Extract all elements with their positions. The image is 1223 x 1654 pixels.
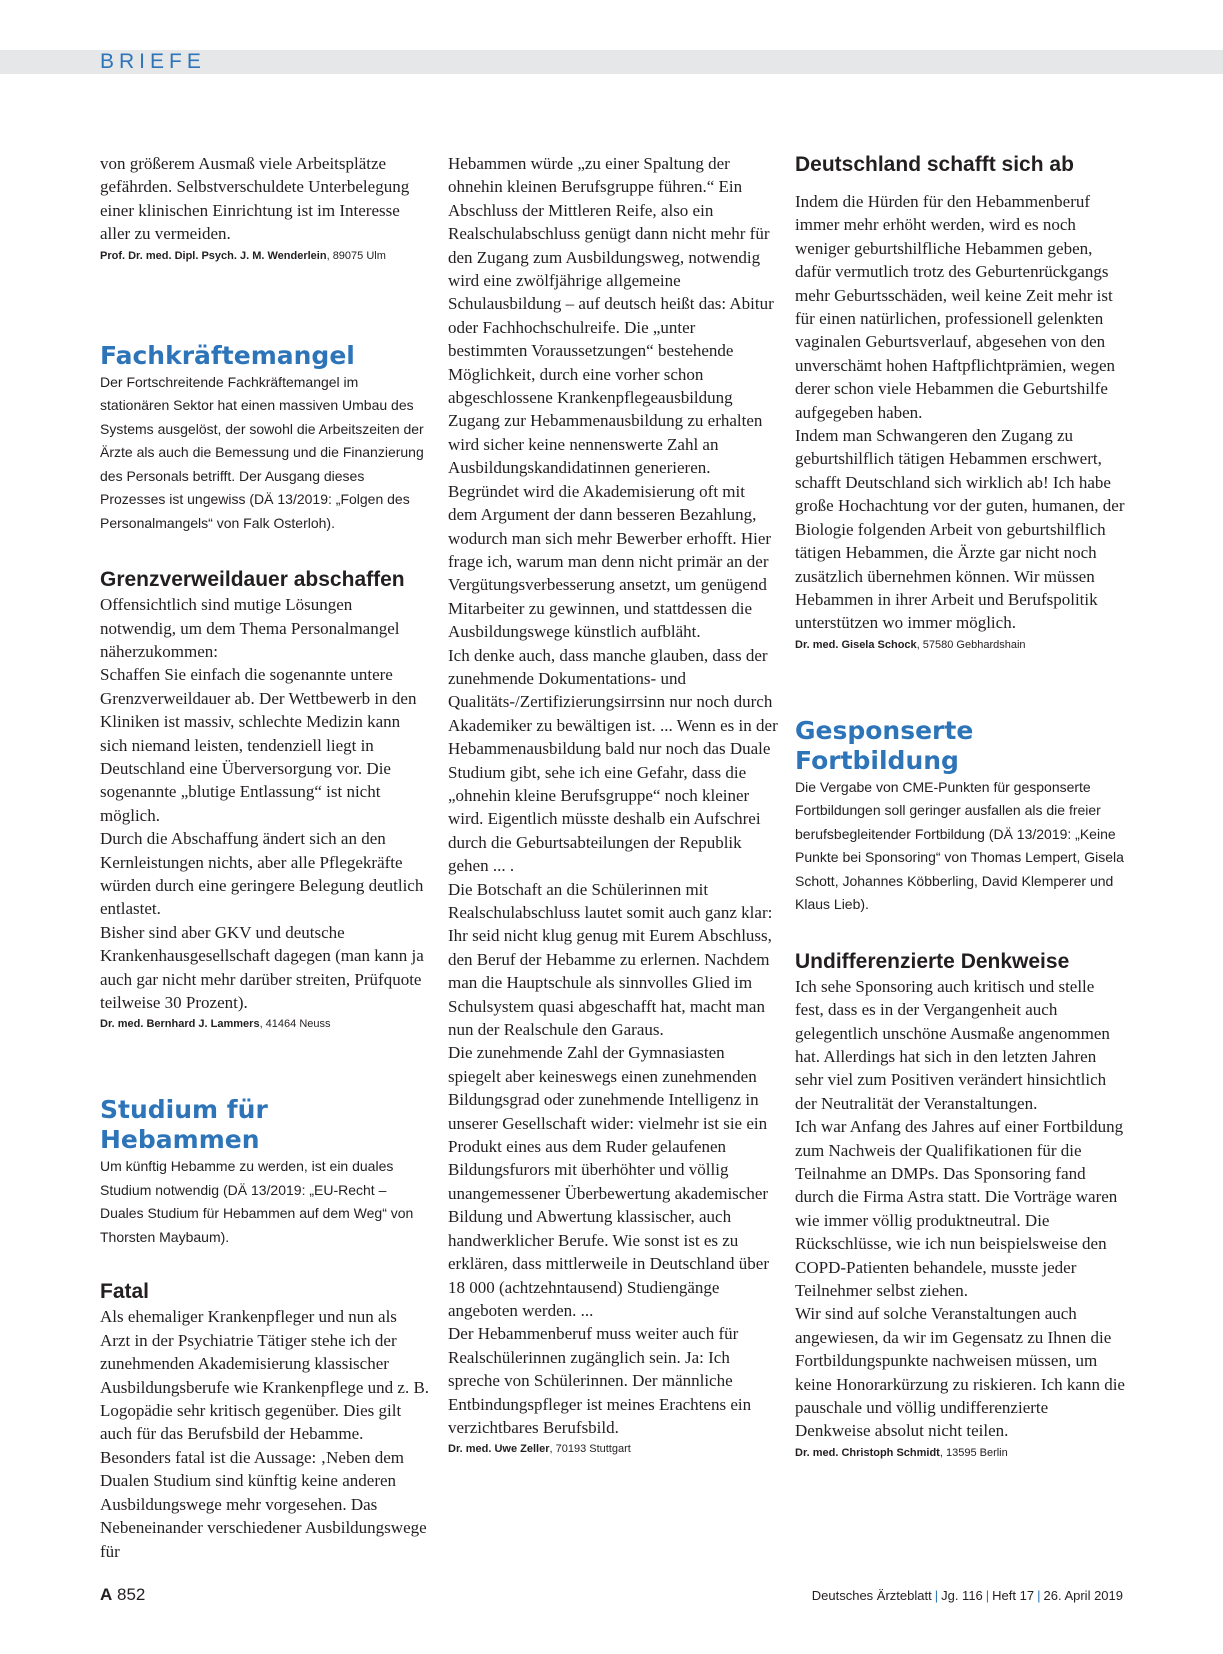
topic-title: Gesponserte Fortbildung [795,715,974,775]
letter-body [795,975,1125,1443]
letter-title: Deutschland schafft sich ab [795,153,1074,176]
letter-paragraph: Indem die Hürden für den Hebammenberuf immer mehr erhöht werden, wird es noch weniger geburtshilfliche Hebammen geben, dafür vermutlich trotz des Geburtenrückgangs mehr Geburtsschäden, weil keine Zeit mehr ist für einen natürlichen, professionell gelenkten vaginalen Geburtsverlauf, abgesehen von den unverschämt hohen Haftpflichtprämien, wegen derer schon viele Hebammen die Geburtshilfe aufgegeben haben. [795,192,1116,422]
letter-paragraph: Schaffen Sie einfach die sogenannte untere Grenzverweildauer ab. Der Wettbewerb in den Kliniken ist massiv, schlechte Medizin kann sich niemand leisten, tendenziell liegt in Deutschland eine Überversorgung vor. Die sogenannte „blutige Entlassung“ ist nicht möglich. [100,665,417,825]
topic-title: Fachkräftemangel [100,340,355,370]
letter-paragraph: Ich sehe Sponsoring auch kritisch und stelle fest, dass es in der Vergangenheit auch gelegentlich unschöne Ausmaße angenommen hat. Allerdings hat sich in den letzten Jahren sehr viel zum Positiven verändert hinsichtlich der Neutralität der Veranstaltungen. [795,976,1110,1113]
signature-name: Prof. Dr. med. Dipl. Psych. J. M. Wenderlein [100,249,327,262]
letter-paragraph: Ich denke auch, dass manche glauben, dass der zunehmende Dokumentations- und Qualitäts-/Zertifizierungsirrsinn nur noch durch Akademiker zu bewältigen ist. ... Wenn es in der Hebammenausbildung bald nur noch das Duale Studium gibt, sehe ich eine Gefahr, dass die „ohnehin kleine Berufsgruppe“ noch kleiner wird. Eigentlich müsste deshalb ein Aufschrei durch die Geburtsabteilungen der Republik gehen ... . [448,645,778,876]
letter-signature [100,249,430,263]
signature-place: , 13595 Berlin [939,1446,1008,1459]
signature-place: , 41464 Neuss [259,1018,331,1031]
section-label: BRIEFE [100,50,206,73]
topic-title: Studium für Hebammen [100,1095,268,1155]
journal-date: 26. April 2019 [1043,1588,1123,1603]
topic-lead: Die Vergabe von CME-Punkten für gesponserte Fortbildungen soll geringer ausfallen als die freier berufsbegleitender Fortbildung (DÄ 13/2019: „Keine Punkte bei Sponsoring“ von Thomas Lempert, Gisela Schott, Johannes Köbberling, David Klemperer und Klaus Lieb). [795,778,1124,913]
journal-name: Deutsches Ärzteblatt [811,1588,932,1603]
journal-volume: Jg. 116 [941,1588,983,1603]
letter-paragraph: Ich war Anfang des Jahres auf einer Fortbildung zum Nachweis der Qualifikationen für die Teilnahme an DMPs. Das Sponsoring fand durch die Firma Astra statt. Die Vorträge waren wie immer völlig produktneutral. Die Rückschlüsse, wie ich nun beispielsweise den COPD-Patienten behandele, musste jeder Teilnehmer selbst ziehen. [795,1117,1124,1300]
signature-place: , 57580 Gebhardshain [916,638,1026,651]
column-2 [448,152,778,1456]
signature-name: Dr. med. Bernhard J. Lammers [100,1018,260,1031]
signature-place: , 89075 Ulm [326,249,386,262]
letter-paragraph: Indem man Schwangeren den Zugang zu geburtshilflich tätigen Hebammen erschwert, schafft Deutschland sich wirklich ab! Ich habe große Hochachtung vor der guten, humanen, der Biologie folgenden Arbeit von geburtshilflich tätigen Hebammen, die Ärzte gar nicht noch zusätzlich übernehmen können. Wir müssen Hebammen in ihrer Arbeit und Berufspolitik unterstützen wo immer möglich. [795,426,1125,633]
letter-title: Undifferenzierte Denkweise [795,949,1070,973]
signature-place: , 70193 Stuttgart [549,1443,631,1456]
letter-signature [795,1446,1125,1460]
letter-paragraph: Die Botschaft an die Schülerinnen mit Realschulabschluss lautet somit auch ganz klar: Ihr seid nicht klug genug mit Eurem Abschluss, den Beruf der Hebamme zu erlernen. Nachdem man die Hauptschule als sinnvolles Glied im Schulsystem quasi abgeschafft hat, macht man nun der Realschule den Garaus. [448,879,773,1040]
letter-paragraph: Hebammen würde „zu einer Spaltung der ohnehin kleinen Berufsgruppe führen.“ Ein Abschluss der Mittleren Reife, also ein Realschulabschluss genügt dann nicht mehr für den Zugang zum Ausbildungsweg, notwendig wird eine zwölfjährige allgemeine Schulausbildung – auf deutsch heißt das: Abitur oder Fachhochschulreife. Die „unter bestimmten Voraussetzungen“ bestehende Möglichkeit, durch eine vorher schon abgeschlossene Krankenpflegeausbildung Zugang zur Hebammenausbildung zu erhalten wird sicher keine nennenswerte Zahl an Ausbildungskandidatinnen generieren. [448,154,774,478]
journal-info [812,1588,1123,1603]
page-number-value: 852 [117,1585,146,1604]
topic-lead: Der Fortschreitende Fachkräftemangel im stationären Sektor hat einen massiven Umbau des Systems ausgelöst, der sowohl die Arbeitszeiten der Ärzte als auch die Bemessung und die Finanzierung des Personals betrifft. Der Ausgang dieses Prozesses ist ungewiss (DÄ 13/2019: „Folgen des Personalmangels“ von Falk Osterloh). [100,373,424,531]
signature-name: Dr. med. Christoph Schmidt [795,1446,940,1459]
signature-name: Dr. med. Gisela Schock [795,638,917,651]
signature-name: Dr. med. Uwe Zeller [448,1443,550,1456]
page-number [100,1585,145,1605]
letter-paragraph: von größerem Ausmaß viele Arbeitsplätze gefährden. Selbstverschuldete Unterbelegung einer klinischen Einrichtung ist im Interesse aller zu vermeiden. [100,154,410,244]
letter-signature [100,1017,430,1031]
letter-body [100,1305,430,1562]
letter-signature [795,638,1125,652]
letter-body [448,152,778,1439]
topic-lead: Um künftig Hebamme zu werden, ist ein duales Studium notwendig (DÄ 13/2019: „EU-Recht – Duales Studium für Hebammen auf dem Weg“ von Thorsten Maybaum). [100,1158,414,1245]
letter-body [795,190,1125,635]
column-1 [100,152,430,1563]
letter-paragraph: Begründet wird die Akademisierung oft mit dem Argument der dann besseren Bezahlung, wodurch man sich mehr Bewerber erhofft. Hier frage ich, warum man denn nicht primär an der Vergütungsverbesserung ansetzt, um genügend Mitarbeiter zu gewinnen, und stattdessen die Ausbildungswege künstlich aufbläht. [448,481,772,642]
letter-signature [448,1442,778,1456]
letter-title: Fatal [100,1280,150,1304]
letter-title: Grenzverweildauer abschaffen [100,568,405,592]
letter-paragraph: Der Hebammenberuf muss weiter auch für Realschülerinnen zugänglich sein. Ja: Ich spreche von Schülerinnen. Der männliche Entbindungspfleger ist meines Erachtens ein verzichtbares Berufsbild. [448,1324,752,1437]
letter-body [100,593,430,1014]
letter-paragraph: Wir sind auf solche Veranstaltungen auch angewiesen, da wir im Gegensatz zu Ihnen die Fortbildungspunkte nachweisen müssen, um keine Honorarkürzung zu riskieren. Ich kann die pauschale und völlig undifferenzierte Denkweise absolut nicht teilen. [795,1304,1125,1441]
journal-issue: Heft 17 [992,1588,1035,1603]
separator: | [934,1588,939,1603]
letter-paragraph: Die zunehmende Zahl der Gymnasiasten spiegelt aber keineswegs einen zunehmenden Bildungsgrad oder zunehmende Intelligenz in unserer Gesellschaft wider: vielmehr ist sie ein Produkt eines aus dem Ruder gelaufenen Bildungsfurors mit überhöhter und völlig unangemessener Überbewertung akademischer Bildung und Abwertung klassischer, auch handwerklicher Berufe. Wie sonst ist es zu erklären, dass mittlerweile in Deutschland über 18 000 (achtzehntausend) Studiengänge angeboten werden. ... [448,1043,769,1320]
column-3 [795,152,1125,1460]
letter-paragraph: Durch die Abschaffung ändert sich an den Kernleistungen nichts, aber alle Pflegekräfte würden durch eine geringere Belegung deutlich entlastet. [100,829,424,919]
separator: | [1037,1588,1041,1603]
letter-paragraph: Bisher sind aber GKV und deutsche Krankenhausgesellschaft dagegen (man kann ja auch gar nicht mehr darüber streiten, Prüfquote teilweise 30 Prozent). [100,922,424,1013]
letter-paragraph: Als ehemaliger Krankenpfleger und nun als Arzt in der Psychiatrie Tätiger stehe ich der zunehmenden Akademisierung klassischer Ausbildungsberufe wie Krankenpflege und z. B. Logopädie sehr kritisch gegenüber. Dies gilt auch für das Berufsbild der Hebamme. Besonders fatal ist die Aussage: ‚Neben dem Dualen Studium sind künftig keine anderen Ausbildungswege mehr vorgesehen. Das Nebeneinander verschiedener Ausbildungswege für [100,1307,430,1561]
letter-paragraph: Offensichtlich sind mutige Lösungen notwendig, um dem Thema Personalmangel näherzukommen: [100,595,400,661]
letter-continuation [100,152,430,246]
page-prefix: A [100,1585,113,1604]
separator: | [985,1588,990,1603]
